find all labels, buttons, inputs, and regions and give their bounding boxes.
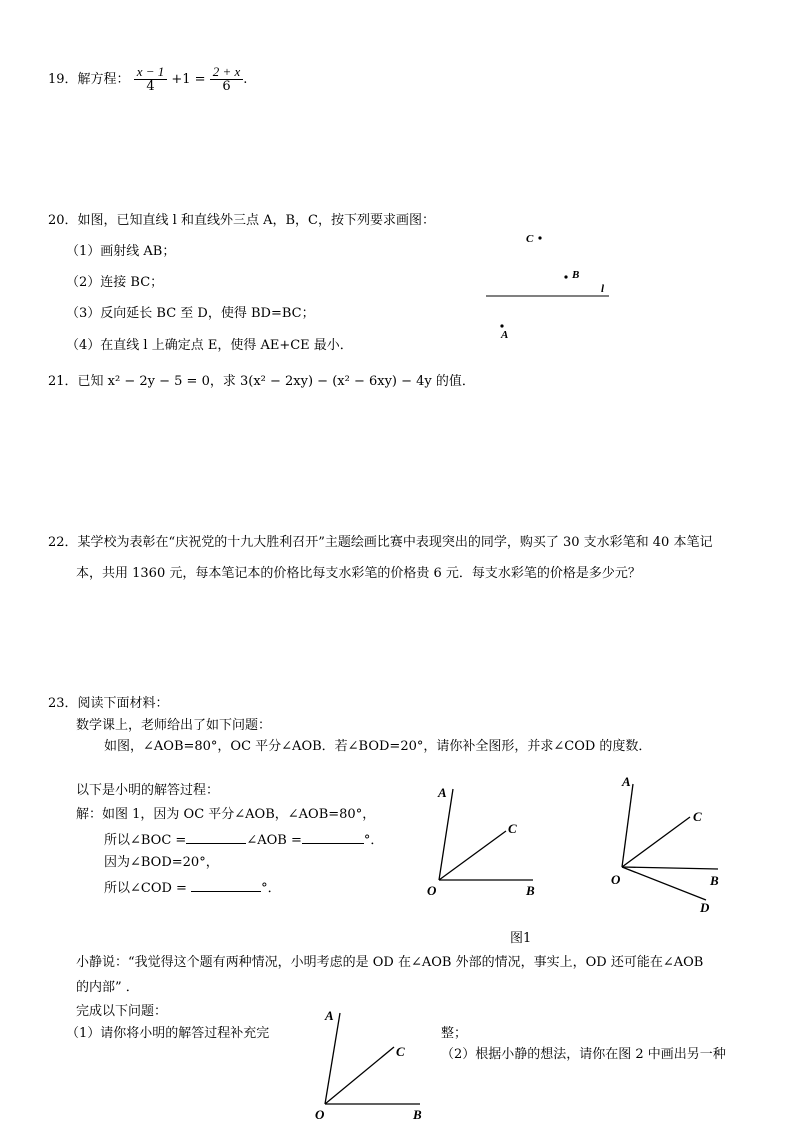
- q19-period: .: [243, 72, 248, 87]
- cod-label: 所以∠COD =: [104, 881, 187, 896]
- q19-label: 解方程：: [77, 72, 130, 87]
- degree-mark-2: °．: [261, 881, 281, 896]
- q19-number: 19．: [48, 72, 78, 87]
- q19-fraction-right: $\frac{2 + x}{6}$: [210, 65, 244, 94]
- label-d: D: [700, 900, 710, 915]
- ray-ob-2: [622, 867, 718, 869]
- fig2-ray-oa: [325, 1013, 340, 1104]
- fig2-label-b: B: [413, 1107, 422, 1122]
- q23-task-1a: （1）请你将小明的解答过程补充完: [66, 1026, 270, 1041]
- label-b: B: [526, 883, 535, 898]
- q23-jing-1: 小静说：“我觉得这个题有两种情况，小明考虑的是 OD 在∠AOB 外部的情况，事实上，OD 还可能在∠AOB: [76, 955, 704, 970]
- label-a: A: [438, 785, 447, 800]
- fig2-label-o: O: [315, 1107, 325, 1122]
- q23-task: 完成以下问题：: [76, 1004, 168, 1019]
- line-l-label: l: [601, 283, 605, 295]
- q20-intro: 20．如图，已知直线 l 和直线外三点 A，B，C，按下列要求画图：: [48, 213, 435, 228]
- label-c-2: C: [693, 809, 702, 824]
- figure-2: [305, 1005, 435, 1123]
- q23-solution-2: [104, 831, 383, 849]
- q23-line-3: 以下是小明的解答过程：: [76, 783, 220, 798]
- q19-fraction-left: $\frac{x - 1}{4}$: [134, 65, 168, 94]
- label-o-2: O: [611, 872, 621, 887]
- ray-oc-2: [622, 817, 690, 867]
- q23-title: 23．阅读下面材料：: [48, 696, 169, 711]
- point-a: [500, 324, 503, 327]
- q23-solution-1: 解：如图 1，因为 OC 平分∠AOB，∠AOB=80°，: [76, 807, 376, 822]
- point-b-label: B: [572, 269, 580, 281]
- q22-line-2: 本，共用 1360 元，每本笔记本的价格比每支水彩笔的价格贵 6 元．每支水彩笔的价格是多少元？: [76, 566, 641, 581]
- q21-text: 21．已知 x² − 2y − 5 = 0，求 3(x² − 2xy) − (x² − 6xy) − 4y 的值．: [48, 374, 475, 389]
- ray-oa: [439, 789, 453, 880]
- blank-cod-value[interactable]: [191, 879, 261, 892]
- q19: [48, 62, 247, 98]
- fig2-label-a: A: [325, 1008, 334, 1023]
- point-b: [564, 275, 567, 278]
- boc-label: 所以∠BOC =: [104, 833, 187, 848]
- q23-line-1: 数学课上，老师给出了如下问题：: [76, 718, 272, 733]
- figure-1-right: [600, 770, 740, 920]
- fig2-label-c: C: [396, 1044, 405, 1059]
- q20-item-1: （1）画射线 AB；: [66, 244, 176, 259]
- figure-1-caption: 图1: [510, 931, 532, 946]
- ray-oc: [439, 831, 506, 880]
- ray-oa-2: [622, 784, 633, 867]
- q23-jing-2: 的内部” ．: [76, 980, 139, 995]
- label-o: O: [427, 883, 437, 898]
- q23-task-2: （2）根据小静的想法，请你在图 2 中画出另一种: [441, 1047, 726, 1062]
- q20-item-3: （3）反向延长 BC 至 D，使得 BD=BC；: [66, 306, 315, 321]
- figure-1-left: [420, 775, 560, 905]
- point-c: [538, 236, 541, 239]
- ray-od: [622, 867, 706, 900]
- q23-task-1b: 整；: [441, 1026, 468, 1041]
- degree-mark: °．: [363, 833, 384, 848]
- fig2-ray-oc: [325, 1047, 394, 1104]
- label-a-2: A: [622, 774, 631, 789]
- q20-item-2: （2）连接 BC；: [66, 275, 164, 290]
- q20-item-4: （4）在直线 l 上确定点 E，使得 AE+CE 最小．: [66, 338, 353, 353]
- q19-plus-one: +1 =: [171, 72, 206, 87]
- q23-solution-4: [104, 879, 281, 897]
- point-c-label: C: [526, 233, 534, 245]
- aob-label: ∠AOB =: [246, 833, 302, 848]
- q22-line-1: 22．某学校为表彰在“庆祝党的十九大胜利召开”主题绘画比赛中表现突出的同学，购买了 30 支水彩笔和 40 本笔记: [48, 535, 713, 550]
- point-a-label: A: [501, 329, 509, 341]
- q20-figure: [480, 225, 620, 345]
- blank-fraction[interactable]: [186, 831, 246, 844]
- blank-boc-value[interactable]: [302, 831, 364, 844]
- label-b-2: B: [710, 873, 719, 888]
- label-c: C: [508, 821, 517, 836]
- q23-problem: 如图，∠AOB=80°，OC 平分∠AOB．若∠BOD=20°，请你补全图形，并求∠COD 的度数．: [104, 739, 652, 754]
- q23-solution-3: 因为∠BOD=20°，: [104, 855, 219, 870]
